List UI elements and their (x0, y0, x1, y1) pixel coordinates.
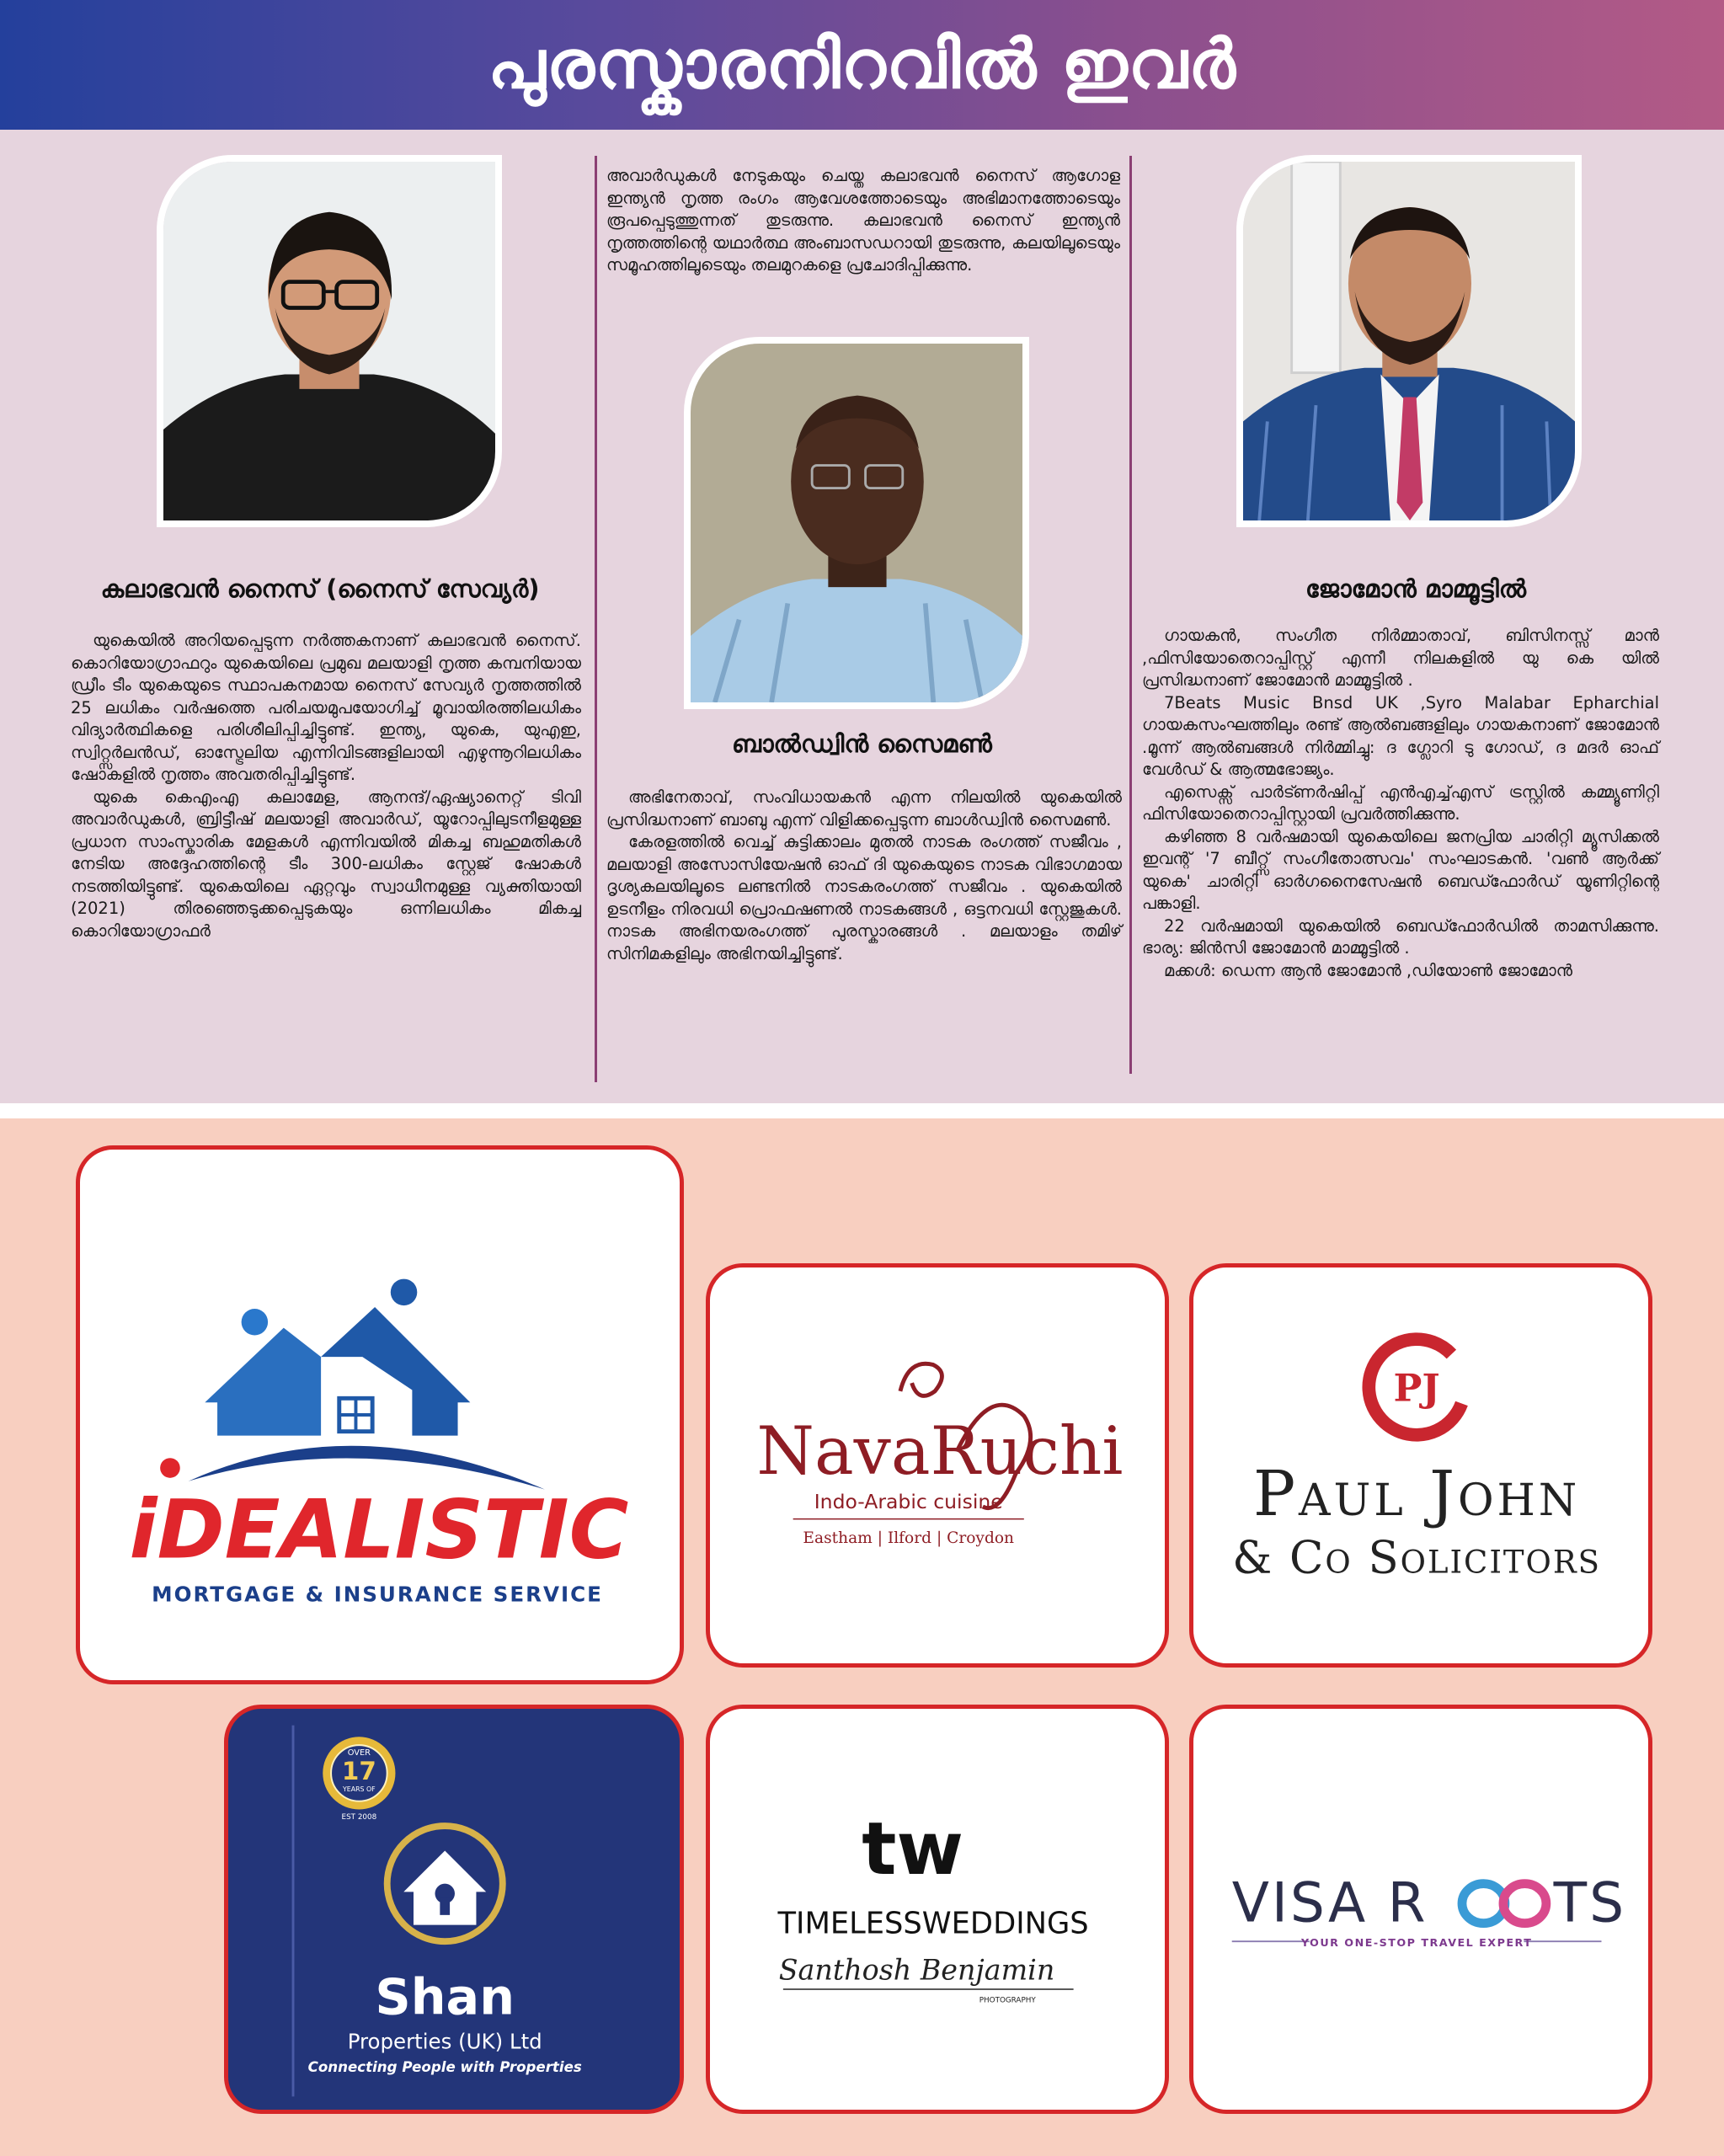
visaroots-wordmark-b: TS (1553, 1871, 1627, 1935)
pauljohn-line1: Paul John (1253, 1456, 1581, 1530)
pauljohn-line2: & Co Solicitors (1232, 1532, 1601, 1584)
paragraph: കേരളത്തിൽ വെച്ച് കുട്ടിക്കാലം മുതൽ നാടക രംഗത്ത് സജീവം , മലയാളി അസോസിയേഷൻ ഓഫ് ദി യുകെയുടെ നാടക വിഭാഗമായ ദൃശ്യകലയിലൂടെ ലണ്ടനിൽ നാടകരംഗത്ത് സജീവം . യുകെയിൽ ഉടനീളം നിരവധി പ്രൊഫഷണൽ നാടകങ്ങൾ , ഒട്ടനവധി സ്റ്റേജുകൾ. നാടക അഭിനയരംഗത്ത് പുരസ്കാരങ്ങൾ . മലയാളം തമിഴ് സിനിമകളിലും അഭിനയിച്ചിട്ടുണ്ട്. (606, 832, 1122, 963)
shan-badge-sub: YEARS OF (343, 1785, 376, 1793)
paragraph: അവാർഡുകൾ നേടുകയും ചെയ്ത കലാഭവൻ നൈസ് ആഗോള ഇന്ത്യൻ നൃത്ത രംഗം ആവേശത്തോടെയും അഭിമാനത്തോടെയും രൂപപ്പെടുത്തുന്നത് തുടരുന്നു. കലാഭവൻ നൈസ് ഇന്ത്യൻ നൃത്തത്തിന്റെ യഥാർത്ഥ അംബാസഡറായി തുടരുന്നു, കലയിലൂടെയും സമൂഹത്തിലൂടെയും തലമുറകളെ പ്രചോദിപ്പിക്കുന്നു. (606, 166, 1120, 275)
shan-tagline: Connecting People with Properties (307, 2058, 582, 2075)
paragraph: 7Beats Music Bnsd UK ,Syro Malabar Epharchial ഗായകസംഘത്തിലും രണ്ട് ആൽബങ്ങളിലും ഗായകനാണ് ജോമോൻ .മൂന്ന് ആൽബങ്ങൾ നിർമ്മിച്ചു: ദ ഗ്ലോറി ടു ഗോഡ്, ദ മദർ ഓഫ് വേൾഡ് & ആത്മഭോജ്യം. (1142, 692, 1659, 779)
shan-badge-number: 17 (341, 1757, 376, 1786)
profile-name-baldwin: ബാൽഡ്വിൻ സൈമൺ (732, 729, 992, 758)
shan-wordmark: Shan (375, 1967, 515, 2026)
paragraph: എസെക്സ് പാർട്ണർഷിപ്പ് എൻഎച്ച്എസ് ട്രസ്റ്റിൽ കമ്മ്യൂണിറ്റി ഫിസിയോതെറാപ്പിസ്റ്റായി പ്രവർത്തിക്കുന്നു. (1142, 782, 1659, 824)
navaruchi-tagline: Indo-Arabic cuisine (814, 1489, 1003, 1513)
timeless-wordmark: TIMELESSWEDDINGS (777, 1906, 1089, 1941)
paragraph: ഗായകൻ, സംഗീത നിർമ്മാതാവ്, ബിസിനസ്സ് മാൻ ,ഫിസിയോതെറാപ്പിസ്റ്റ് എന്നീ നിലകളിൽ യു കെ യിൽ പ്രസിദ്ധനാണ് ജോമോൻ മാമ്മൂട്ടിൽ . (1142, 626, 1659, 690)
idealistic-tagline: MORTGAGE & INSURANCE SERVICE (152, 1582, 603, 1607)
navaruchi-locations: Eastham | Ilford | Croydon (803, 1529, 1015, 1548)
shan-subtitle: Properties (UK) Ltd (347, 2029, 542, 2054)
profile-text-nice (71, 630, 581, 942)
sponsor-navaruchi[interactable] (706, 1263, 1169, 1668)
column-divider-left (595, 156, 597, 1082)
visaroots-tagline: YOUR ONE-STOP TRAVEL EXPERT (1300, 1937, 1533, 1951)
timeless-monogram: tw (862, 1806, 964, 1892)
page-title: പുരസ്കാരനിറവിൽ ഇവർ (488, 25, 1236, 104)
sponsor-shan-properties[interactable] (224, 1705, 684, 2114)
navaruchi-wordmark: NavaRuchi (756, 1412, 1124, 1490)
continued-text-nice (606, 165, 1120, 277)
idealistic-wordmark: iDEALISTIC (129, 1481, 629, 1577)
section-divider (0, 1103, 1724, 1118)
timeless-sub: PHOTOGRAPHY (979, 1996, 1036, 2005)
shan-badge-top: OVER (347, 1748, 371, 1758)
timeless-signature: Santhosh Benjamin (778, 1953, 1055, 1987)
sponsor-visa-roots[interactable] (1189, 1705, 1652, 2114)
profile-photo-jomon (1236, 155, 1582, 527)
pj-monogram: PJ (1393, 1365, 1440, 1411)
profile-photo-baldwin-simon (684, 337, 1029, 709)
sponsor-timeless-weddings[interactable] (706, 1705, 1169, 2114)
paragraph: യുകെ കെഎംഎ കലാമേള, ആനന്ദ്/ഏഷ്യാനെറ്റ് ടിവി അവാർഡുകൾ, ബ്രിട്ടീഷ് മലയാളി അവാർഡ്, യൂറോപ്പിലുടനീളമുള്ള പ്രധാന സാംസ്കാരിക മേളകൾ എന്നിവയിൽ മികച്ച ബഹുമതികൾ നേടിയ അദ്ദേഹത്തിന്റെ ടീം 300-ലധികം സ്റ്റേജ് ഷോകൾ നടത്തിയിട്ടുണ്ട്. യുകെയിലെ ഏറ്റവും സ്വാധീനമുള്ള വ്യക്തിയായി (2021) തിരഞ്ഞെടുക്കപ്പെടുകയും ഒന്നിലധികം മികച്ച കൊറിയോഗ്രാഫർ (71, 787, 581, 941)
column-divider-right (1129, 156, 1132, 1074)
paragraph: കഴിഞ്ഞ 8 വർഷമായി യുകെയിലെ ജനപ്രിയ ചാരിറ്റി മ്യൂസിക്കൽ ഇവന്റ് '7 ബീറ്റ്സ് സംഗീതോത്സവം' സംഘാടകൻ. 'വൺ ആർക്ക് യുകെ' ചാരിറ്റി ഓർഗനൈസേഷൻ ബെഡ്ഫോർഡ് യൂണിറ്റിന്റെ പങ്കാളി. (1142, 826, 1659, 913)
sponsor-paul-john[interactable] (1189, 1263, 1652, 1668)
infinity-logo-icon (1462, 1884, 1546, 1924)
paragraph: യുകെയിൽ അറിയപ്പെടുന്ന നർത്തകനാണ് കലാഭവൻ നൈസ്. കൊറിയോഗ്രാഫറും യുകെയിലെ പ്രമുഖ മലയാളി നൃത്ത കമ്പനിയായ ഡ്രീം ടീം യുകെയുടെ സ്ഥാപകനമായ നൈസ് സേവ്യർ നൃത്തത്തിൽ 25 ലധികം വർഷത്തെ പരിചയമുപയോഗിച്ച് മൂവായിരത്തിലധികം വിദ്യാർത്ഥികളെ പരിശീലിപ്പിച്ചിട്ടുണ്ട്. ഇന്ത്യ, യുകെ, യുഎഇ, സ്വിറ്റ്സർലൻഡ്, ഓസ്ട്രേലിയ എന്നിവിടങ്ങളിലായി എഴുന്നൂറിലധികം ഷോകളിൽ നൃത്തം അവതരിപ്പിച്ചിട്ടുണ്ട്. (71, 631, 581, 784)
profile-name-nice: കലാഭവൻ നൈസ് (നൈസ് സേവ്യർ) (100, 574, 540, 603)
profile-text-jomon (1142, 625, 1659, 982)
shan-badge-est: EST 2008 (341, 1813, 377, 1822)
sponsor-idealistic[interactable] (76, 1145, 684, 1684)
profile-name-jomon: ജോമോൻ മാമ്മൂട്ടിൽ (1305, 574, 1527, 603)
header-banner (0, 0, 1724, 130)
visaroots-wordmark-a: VISA R (1231, 1871, 1428, 1935)
profile-photo-nice-xavier (157, 155, 502, 527)
paragraph: 22 വർഷമായി യുകെയിൽ ബെഡ്ഫോർഡിൽ താമസിക്കുന്നു. ഭാര്യ: ജിൻസി ജോമോൻ മാമ്മൂട്ടിൽ . (1142, 915, 1659, 958)
profile-text-baldwin (606, 787, 1122, 965)
paragraph: മക്കൾ: ഡെന്ന ആൻ ജോമോൻ ,ഡിയോൺ ജോമോൻ (1164, 960, 1573, 980)
paragraph: അഭിനേതാവ്, സംവിധായകൻ എന്ന നിലയിൽ യുകെയിൽ പ്രസിദ്ധനാണ് ബാബു എന്ന് വിളിക്കപ്പെടുന്ന ബാൾഡ്വിൻ സൈമൺ. (606, 787, 1122, 830)
